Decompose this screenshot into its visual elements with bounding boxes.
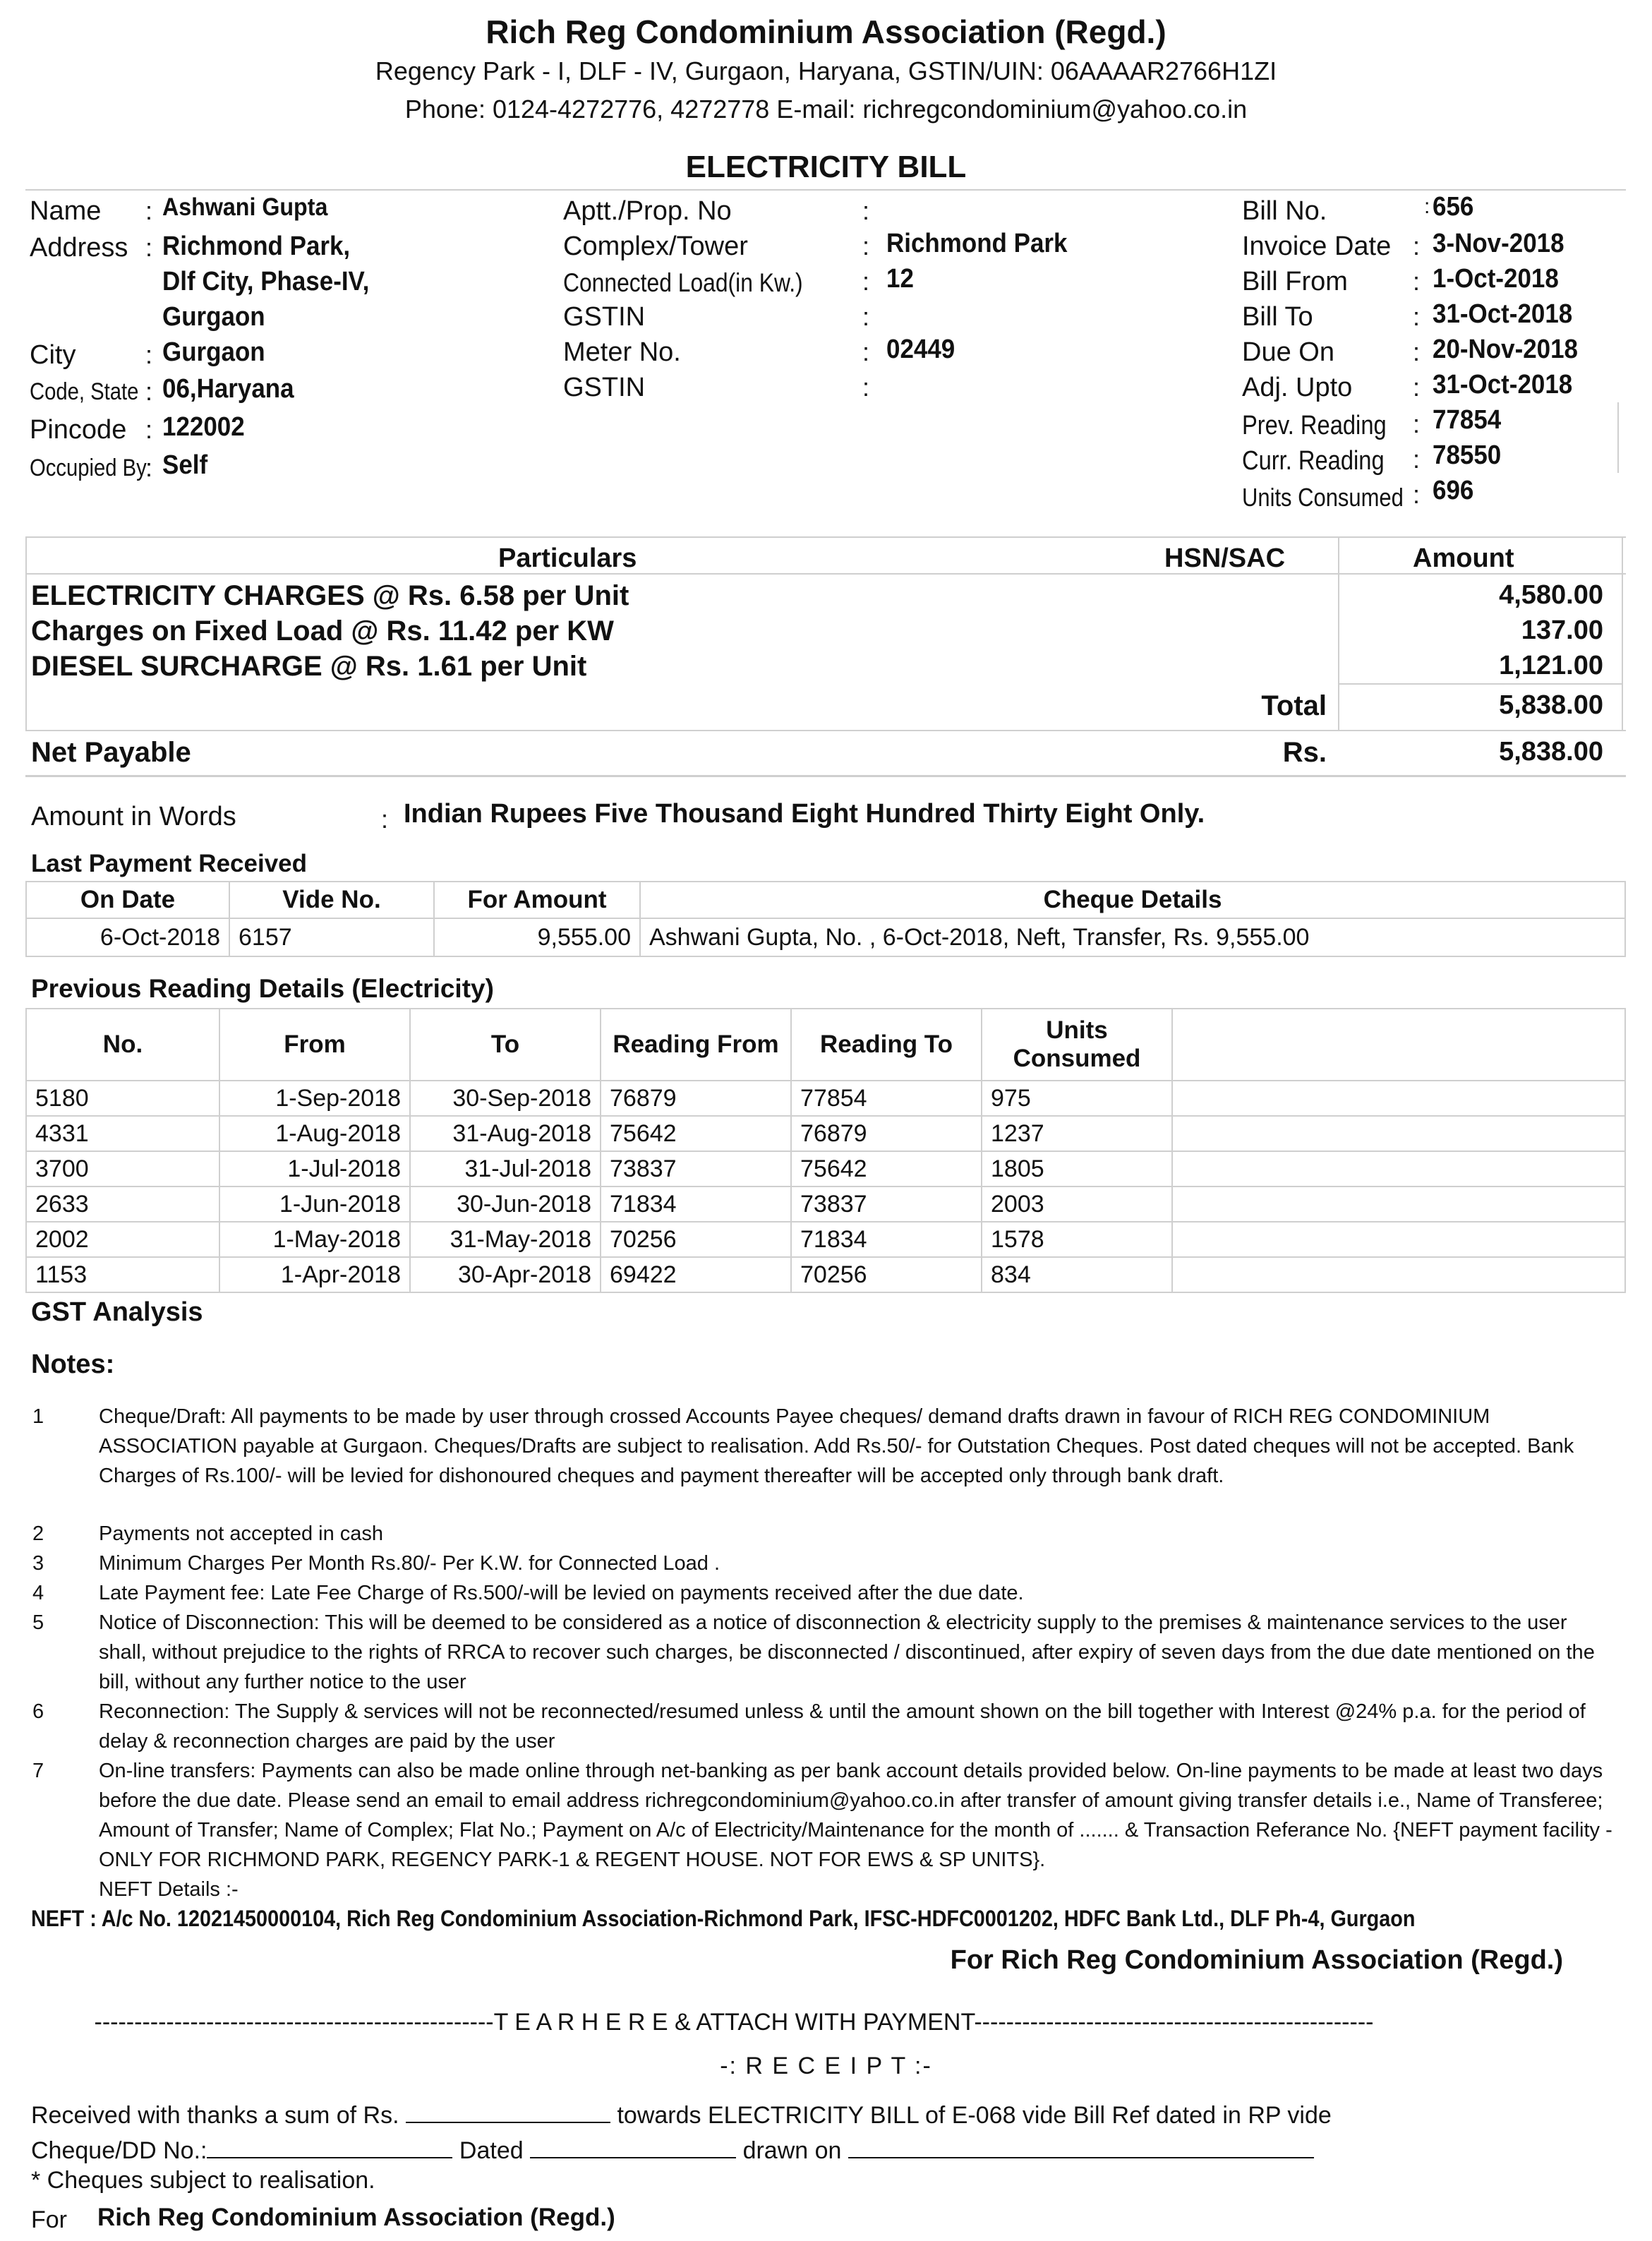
note-number: 3 — [32, 1552, 44, 1575]
divider — [1338, 683, 1622, 685]
bill-no-value: 656 — [1433, 192, 1474, 222]
name-label: Name — [30, 196, 102, 226]
for-label: For — [31, 2206, 67, 2233]
table-cell — [1172, 1222, 1625, 1257]
table-cell: 1805 — [982, 1151, 1172, 1186]
table-cell: 5180 — [26, 1081, 219, 1116]
address-line-2: Dlf City, Phase-IV, — [162, 267, 370, 296]
table-cell: 1-Sep-2018 — [219, 1081, 410, 1116]
due-on-label: Due On — [1242, 337, 1334, 367]
signature-line: For Rich Reg Condominium Association (Regd.) — [950, 1945, 1563, 1975]
colon: : — [1413, 267, 1421, 296]
header-cell-empty — [1172, 1009, 1625, 1081]
table-cell — [1172, 1116, 1625, 1151]
table-cell: 75642 — [601, 1116, 791, 1151]
complex-label: Complex/Tower — [563, 232, 748, 261]
divider — [25, 730, 1626, 731]
table-cell: 1153 — [26, 1257, 219, 1292]
charge-amount: 4,580.00 — [1499, 580, 1603, 610]
note-number: 2 — [32, 1522, 44, 1545]
address-label: Address — [30, 233, 128, 263]
code-state-label: Code, State — [30, 378, 139, 405]
colon: : — [145, 233, 153, 262]
colon: : — [1413, 480, 1421, 509]
table-cell: 6-Oct-2018 — [26, 918, 229, 956]
table-cell: 76879 — [791, 1116, 982, 1151]
note-number: 5 — [32, 1611, 44, 1634]
col-hsn: HSN/SAC — [1164, 543, 1286, 573]
table-row — [26, 1116, 1625, 1151]
amount-blank[interactable] — [406, 2098, 610, 2123]
table-cell: 30-Jun-2018 — [410, 1186, 601, 1222]
table-cell: 9,555.00 — [434, 918, 640, 956]
pincode-value: 122002 — [162, 412, 245, 442]
last-payment-table — [25, 881, 1626, 957]
table-cell: 70256 — [791, 1257, 982, 1292]
units-label: Units Consumed — [1242, 483, 1404, 512]
net-payable-amount: 5,838.00 — [1499, 737, 1603, 767]
bill-to-value: 31-Oct-2018 — [1433, 299, 1573, 329]
colon: : — [862, 196, 870, 225]
table-cell: 73837 — [601, 1151, 791, 1186]
receipt-text: Dated — [459, 2137, 524, 2164]
drawn-on-blank[interactable] — [848, 2133, 1314, 2158]
gst-title: GST Analysis — [31, 1297, 203, 1327]
occupied-value: Self — [162, 450, 208, 480]
amount-in-words: Indian Rupees Five Thousand Eight Hundred Thirty Eight Only. — [404, 799, 1205, 829]
table-row — [26, 1186, 1625, 1222]
last-payment-title: Last Payment Received — [31, 850, 308, 877]
charge-amount: 1,121.00 — [1499, 651, 1603, 680]
prev-reading-value: 77854 — [1433, 405, 1502, 435]
colon: : — [1413, 373, 1421, 402]
meter-value: 02449 — [886, 335, 955, 364]
header-cell: From — [219, 1009, 410, 1081]
note-text: Notice of Disconnection: This will be deemed to be considered as a notice of disconnection & electricity supply to the premises & maintenance services to the user shall, without prejudice to the rights of RRCA to recover such charges, be disconnected / discontinued, after expiry of seven days from the due date mentioned on the bill, without any further notice to the user — [99, 1611, 1595, 1693]
note-text: Reconnection: The Supply & services will not be reconnected/resumed unless & until the amount shown on the bill together with Interest @24% p.a. for the period of delay & reconnection charges are paid by the user — [99, 1700, 1586, 1753]
bill-no-label: Bill No. — [1242, 196, 1327, 226]
header-cell: Reading To — [791, 1009, 982, 1081]
table-cell: 70256 — [601, 1222, 791, 1257]
table-cell — [1172, 1186, 1625, 1222]
divider — [25, 536, 27, 730]
net-payable-label: Net Payable — [31, 737, 191, 768]
charge-desc: ELECTRICITY CHARGES @ Rs. 6.58 per Unit — [31, 580, 629, 611]
doc-title: ELECTRICITY BILL — [685, 150, 967, 184]
table-cell: 73837 — [791, 1186, 982, 1222]
table-row — [26, 1222, 1625, 1257]
table-cell: 77854 — [791, 1081, 982, 1116]
charge-desc: DIESEL SURCHARGE @ Rs. 1.61 per Unit — [31, 651, 587, 682]
cheque-note: * Cheques subject to realisation. — [31, 2167, 375, 2194]
divider — [25, 573, 1626, 575]
note-text: Cheque/Draft: All payments to be made by user through crossed Accounts Payee cheques/ demand drafts drawn in favour of RICH REG CONDOMINIUM ASSOCIATION payable at Gurgaon. Cheques/Drafts are subject to realisation. Add Rs.50/- for Outstation Cheques. Post dated cheques will not be accepted. Bank Charges of Rs.100/- will be levied for dishonoured cheques and payment thereafter will be accepted only through bank draft. — [99, 1405, 1574, 1487]
colon: : — [1413, 409, 1421, 438]
note-number: 6 — [32, 1700, 44, 1723]
colon: : — [145, 340, 153, 369]
net-rs-label: Rs. — [1282, 737, 1327, 768]
words-label: Amount in Words — [31, 802, 236, 831]
charge-amount: 137.00 — [1521, 615, 1603, 645]
table-cell: 6157 — [229, 918, 434, 956]
invoice-date-label: Invoice Date — [1242, 232, 1392, 261]
load-value: 12 — [886, 264, 914, 294]
adj-upto-label: Adj. Upto — [1242, 373, 1353, 402]
load-label: Connected Load(in Kw.) — [563, 268, 803, 297]
divider — [25, 536, 1626, 538]
header-cell: On Date — [26, 882, 229, 918]
address-line-3: Gurgaon — [162, 302, 265, 332]
receipt-title: -: R E C E I P T :- — [720, 2053, 932, 2079]
divider — [25, 775, 1626, 777]
table-cell: 1237 — [982, 1116, 1172, 1151]
colon: : — [862, 373, 870, 402]
colon: : — [862, 267, 870, 296]
receipt-text: drawn on — [742, 2137, 842, 2164]
colon: : — [1413, 232, 1421, 260]
occupied-label: Occupied By — [30, 455, 147, 481]
dated-blank[interactable] — [530, 2133, 736, 2158]
table-cell: 3700 — [26, 1151, 219, 1186]
colon: : — [1413, 445, 1421, 474]
receipt-line-2 — [31, 2133, 1314, 2165]
table-cell: 71834 — [601, 1186, 791, 1222]
col-amount: Amount — [1413, 543, 1514, 573]
gstin-label: GSTIN — [563, 302, 646, 332]
total-amount: 5,838.00 — [1499, 690, 1603, 720]
col-particulars: Particulars — [498, 543, 637, 573]
total-label: Total — [1261, 690, 1327, 721]
table-cell: 2002 — [26, 1222, 219, 1257]
table-cell: 1-Jul-2018 — [219, 1151, 410, 1186]
meter-label: Meter No. — [563, 337, 681, 367]
table-cell: 834 — [982, 1257, 1172, 1292]
for-org: Rich Reg Condominium Association (Regd.) — [97, 2204, 615, 2231]
colon: : — [381, 805, 389, 834]
pincode-label: Pincode — [30, 415, 127, 445]
header-cell: Units Consumed — [982, 1009, 1172, 1081]
divider — [1617, 402, 1619, 473]
colon: : — [862, 302, 870, 331]
bill-from-label: Bill From — [1242, 267, 1348, 296]
charge-desc: Charges on Fixed Load @ Rs. 11.42 per KW — [31, 615, 614, 647]
table-row — [26, 1081, 1625, 1116]
divider — [1338, 536, 1339, 730]
note-text: Payments not accepted in cash — [99, 1522, 384, 1545]
table-cell: 30-Apr-2018 — [410, 1257, 601, 1292]
divider — [25, 189, 1626, 191]
note-text: On-line transfers: Payments can also be made online through net-banking as per bank account details provided below. On-line payments to be made at least two days before the due date. Please send an email to email address richregcondominium@yahoo.co.in after transfer of amount giving transfer details i.e., Name of Transferee; Amount of Transfer; Name of Complex; Flat No.; Payment on A/c of Electricity/Maintenance for the month of ....... & Transaction Referance No. {NEFT payment facility - ONLY FOR RICHMOND PARK, REGENCY PARK-1 & REGENT HOUSE. NOT FOR EWS & SP UNITS}. — [99, 1760, 1612, 1871]
table-row — [26, 1257, 1625, 1292]
note-number: 1 — [32, 1405, 44, 1428]
due-on-value: 20-Nov-2018 — [1433, 335, 1578, 364]
table-cell: 975 — [982, 1081, 1172, 1116]
table-cell: 1-May-2018 — [219, 1222, 410, 1257]
table-cell: 75642 — [791, 1151, 982, 1186]
note-number: 4 — [32, 1582, 44, 1604]
complex-value: Richmond Park — [886, 229, 1068, 258]
colon: : — [145, 415, 153, 444]
colon: : — [145, 453, 153, 482]
bill-from-value: 1-Oct-2018 — [1433, 264, 1559, 294]
table-cell: 1578 — [982, 1222, 1172, 1257]
note-text: Minimum Charges Per Month Rs.80/- Per K.W. for Connected Load . — [99, 1552, 721, 1575]
receipt-text: Received with thanks a sum of Rs. — [31, 2102, 399, 2129]
colon: : — [145, 196, 153, 225]
gstin-label-2: GSTIN — [563, 373, 646, 402]
table-cell: 31-Aug-2018 — [410, 1116, 601, 1151]
bill-to-label: Bill To — [1242, 302, 1313, 332]
invoice-date-value: 3-Nov-2018 — [1433, 229, 1564, 258]
table-cell: 2633 — [26, 1186, 219, 1222]
org-contact: Phone: 0124-4272776, 4272778 E-mail: richregcondominium@yahoo.co.in — [404, 95, 1248, 124]
table-row — [26, 918, 1625, 956]
table-cell: 76879 — [601, 1081, 791, 1116]
table-cell — [1172, 1081, 1625, 1116]
note-number: 7 — [32, 1760, 44, 1782]
header-cell: Reading From — [601, 1009, 791, 1081]
table-cell: 1-Jun-2018 — [219, 1186, 410, 1222]
prev-readings-table — [25, 1008, 1626, 1293]
notes-title: Notes: — [31, 1350, 115, 1379]
colon: : — [1424, 195, 1430, 218]
table-cell — [1172, 1257, 1625, 1292]
header-cell: Vide No. — [229, 882, 434, 918]
table-cell: 4331 — [26, 1116, 219, 1151]
header-cell: Cheque Details — [640, 882, 1625, 918]
customer-name: Ashwani Gupta — [162, 193, 328, 221]
divider — [1622, 536, 1623, 730]
table-cell: Ashwani Gupta, No. , 6-Oct-2018, Neft, Transfer, Rs. 9,555.00 — [640, 918, 1625, 956]
address-line-1: Richmond Park, — [162, 232, 351, 261]
org-address: Regency Park - I, DLF - IV, Gurgaon, Haryana, GSTIN/UIN: 06AAAAR2766H1ZI — [375, 56, 1277, 85]
colon: : — [1413, 302, 1421, 331]
neft-line: NEFT : A/c No. 12021450000104, Rich Reg Condominium Association-Richmond Park, IFSC-HDFC0001202, HDFC Bank Ltd., DLF Ph-4, Gurgaon — [31, 1906, 1416, 1931]
colon: : — [145, 377, 153, 406]
aptt-label: Aptt./Prop. No — [563, 196, 732, 226]
table-cell: 71834 — [791, 1222, 982, 1257]
note-text: Late Payment fee: Late Fee Charge of Rs.500/-will be levied on payments received after the due date. — [99, 1582, 1024, 1604]
org-name: Rich Reg Condominium Association (Regd.) — [486, 13, 1166, 50]
receipt-text: Cheque/DD No.: — [31, 2137, 207, 2164]
prev-readings-title: Previous Reading Details (Electricity) — [31, 974, 494, 1003]
prev-reading-label: Prev. Reading — [1242, 411, 1387, 440]
table-cell: 69422 — [601, 1257, 791, 1292]
city-label: City — [30, 340, 76, 370]
table-cell: 1-Aug-2018 — [219, 1116, 410, 1151]
city-value: Gurgaon — [162, 337, 265, 367]
table-cell — [1172, 1151, 1625, 1186]
receipt-line-1 — [31, 2098, 1332, 2129]
neft-details-label: NEFT Details :- — [99, 1878, 239, 1901]
table-cell: 1-Apr-2018 — [219, 1257, 410, 1292]
colon: : — [1413, 337, 1421, 366]
table-cell: 2003 — [982, 1186, 1172, 1222]
colon: : — [862, 337, 870, 366]
curr-reading-label: Curr. Reading — [1242, 446, 1385, 476]
header-cell: To — [410, 1009, 601, 1081]
header-cell: No. — [26, 1009, 219, 1081]
table-cell: 30-Sep-2018 — [410, 1081, 601, 1116]
table-row — [26, 1151, 1625, 1186]
table-cell: 31-Jul-2018 — [410, 1151, 601, 1186]
colon: : — [862, 232, 870, 260]
code-state-value: 06,Haryana — [162, 374, 294, 404]
units-value: 696 — [1433, 476, 1474, 505]
cheque-no-blank[interactable] — [207, 2133, 452, 2158]
curr-reading-value: 78550 — [1433, 440, 1502, 470]
adj-upto-value: 31-Oct-2018 — [1433, 370, 1573, 399]
receipt-text: towards ELECTRICITY BILL of E-068 vide Bill Ref dated in RP vide — [617, 2102, 1332, 2129]
header-cell: For Amount — [434, 882, 640, 918]
table-cell: 31-May-2018 — [410, 1222, 601, 1257]
tear-line: --------------------------------------------------T E A R H E R E & ATTACH WITH PAYMENT-------------------------------------------------- — [94, 2009, 1374, 2036]
